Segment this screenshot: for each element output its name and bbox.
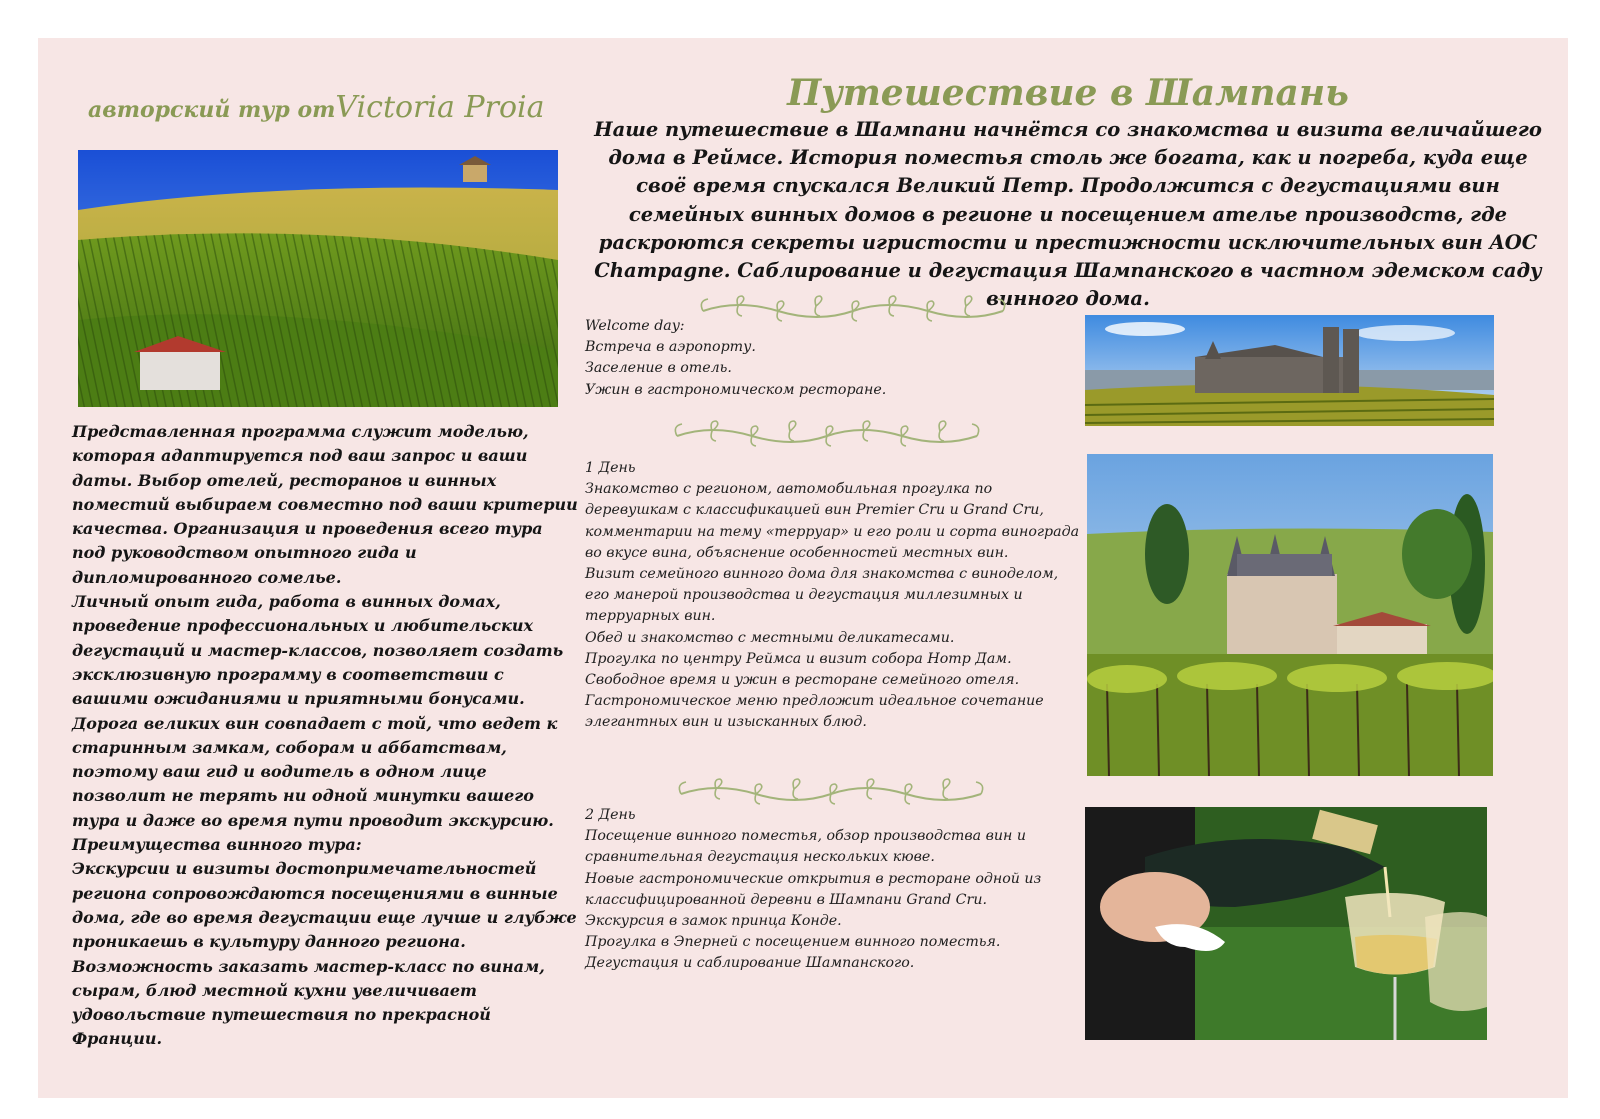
day2-line: Прогулка в Эперней с посещением винного поместья. <box>585 934 1001 951</box>
left-paragraph: Личный опыт гида, работа в винных домах, проведение профессиональных и любительских дегустаций и мастер-классов, позволяет создать эксклюзивную программу в соответствии с вашими ожиданиями и приятными бонусами. <box>72 592 564 709</box>
day1-line: Знакомство с регионом, автомобильная прогулка по деревушкам с классификацией вин Premier Cru и Grand Cru, комментарии на тему «терруар» и его роли и сорта винограда во вкусе вина, объяснение особенностей местных вин. <box>585 481 1080 561</box>
left-paragraph: Экскурсии и визиты достопримечательностей региона сопровождаются посещениями в винные дома, где во время дегустации еще лучше и глубже проникаешь в культуру данного региона. <box>72 859 577 952</box>
welcome-day-heading: Welcome day: <box>585 318 685 334</box>
vine-ornament-icon <box>672 418 982 454</box>
reims-cathedral-photo <box>1085 315 1494 426</box>
day1-line: Прогулка по центру Реймса и визит собора Нотр Дам. <box>585 650 1012 667</box>
left-description <box>72 420 578 1052</box>
day1-block <box>585 458 1085 734</box>
day1-line: Свободное время и ужин в ресторане семейного отеля. <box>585 672 1020 689</box>
day1-heading: 1 День <box>585 460 636 476</box>
chateau-vineyard-photo <box>1087 454 1493 776</box>
day2-line: Экскурсия в замок принца Конде. <box>585 913 842 930</box>
left-paragraph: Преимущества винного тура: <box>72 835 362 855</box>
page-title: Путешествие в Шампань <box>787 72 1349 114</box>
left-paragraph: Дорога великих вин совпадает с той, что ведет к старинным замкам, соборам и аббатствам, поэтому ваш гид и водитель в одном лице позволит не терять ни одной минутки вашего тура и даже во время пути проводит экскурсию. <box>72 713 558 830</box>
author-line <box>88 90 588 125</box>
day2-line: Дегустация и саблирование Шампанского. <box>585 955 915 972</box>
left-paragraph: Представленная программа служит моделью, которая адаптируется под ваш запрос и ваши даты. Выбор отелей, ресторанов и винных поместий выбираем совместно под ваши критерии качества. Организация и проведения всего тура под руководством опытного гида и дипломированного сомелье. <box>72 422 578 587</box>
day2-line: Посещение винного поместья, обзор производства вин и сравнительная дегустация нескольких кюве. <box>585 828 1026 866</box>
author-prefix: авторский тур от <box>88 97 336 123</box>
day2-block <box>585 805 1085 975</box>
intro-paragraph: Наше путешествие в Шампани начнётся со знакомства и визита величайшего дома в Реймсе. История поместья столь же богата, как и погреба, куда еще своё время спускался Великий Петр. Продолжится с дегустациями вин семейных винных домов в регионе и посещением ателье производств, где раскроются секреты игристости и престижности исключительных вин AOC Champagne. Саблирование и дегустация Шампанского в частном эдемском саду винного дома. <box>594 118 1542 311</box>
day1-line: Обед и знакомство с местными деликатесами. <box>585 629 955 646</box>
champagne-pouring-photo <box>1085 807 1487 1040</box>
author-name: Victoria Proia <box>335 90 545 125</box>
welcome-day-line: Встреча в аэропорту. <box>585 339 756 356</box>
welcome-day-line: Заселение в отель. <box>585 360 732 377</box>
left-paragraph: Возможность заказать мастер-класс по винам, сырам, блюд местной кухни увеличивает удовольствие путешествия по прекрасной Франции. <box>72 956 545 1049</box>
brochure-sheet <box>38 38 1568 1098</box>
day2-heading: 2 День <box>585 807 636 823</box>
day1-line: Визит семейного винного дома для знакомства с виноделом, его манерой производства и дегустация миллезимных и терруарных вин. <box>585 566 1059 625</box>
welcome-day-line: Ужин в гастрономическом ресторане. <box>585 381 887 398</box>
day1-line: Гастрономическое меню предложит идеальное сочетание элегантных вин и изысканных блюд. <box>585 693 1044 731</box>
welcome-day-block <box>585 316 1085 401</box>
vineyard-hills-photo <box>78 150 558 407</box>
day2-line: Новые гастрономические открытия в ресторане одной из классифицированной деревни в Шампани Grand Cru. <box>585 870 1042 908</box>
